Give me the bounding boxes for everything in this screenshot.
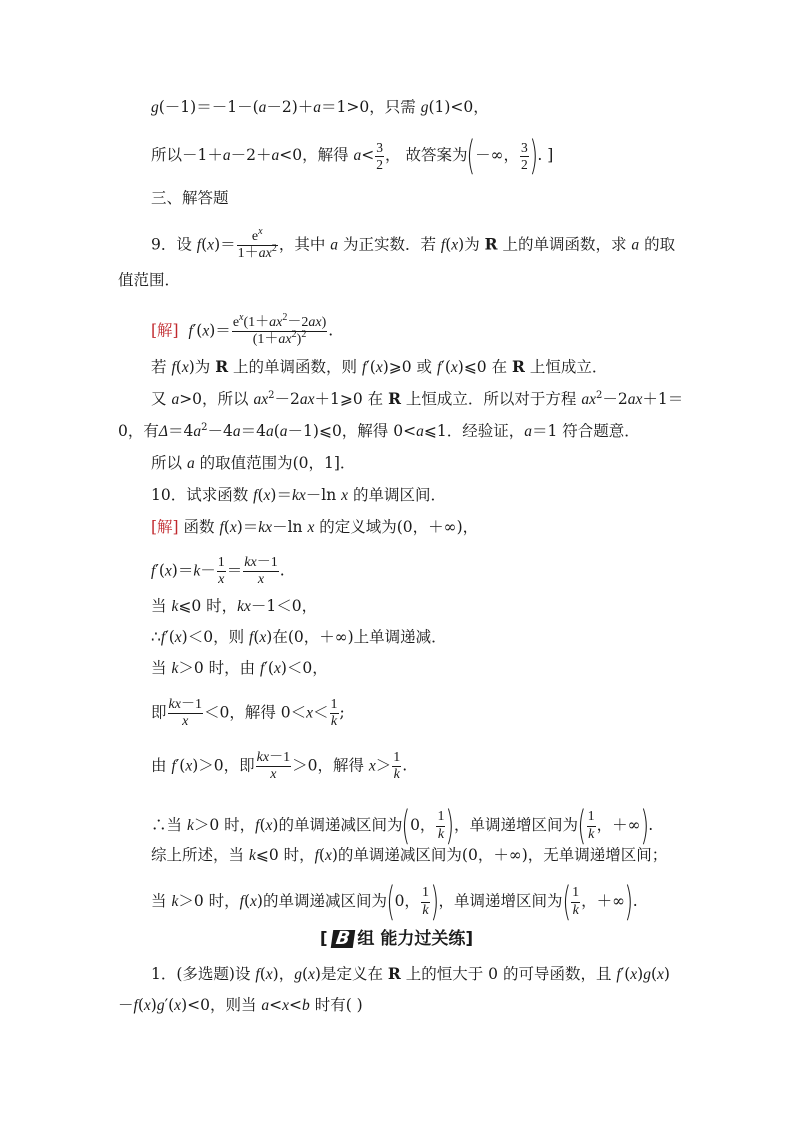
left-bracket-icon: ( [401, 803, 411, 849]
right-bracket-icon: ) [445, 803, 455, 849]
fraction: $\frac{3}{2}$ [521, 139, 528, 172]
fraction: $\frac{kx-1}{x}$ [244, 555, 278, 588]
question-9-line-1: 9．设 f(x)＝ $\frac{e^x}{1+ax^2}$ ，其中 a 为正实数．若 f(x)为 R 上的单调函数，求 a 的取 [151, 226, 676, 262]
fraction: $\frac{1}{k}$ [572, 885, 580, 918]
q10-solution-line-7: 由 f′(x)＞0，即 $\frac{kx-1}{x}$ ＞0，解得 x＞ $\frac{1}{k}$ . [151, 750, 408, 783]
fraction: $\frac{kx-1}{x}$ [168, 697, 202, 730]
fraction: $\frac{kx-1}{x}$ [256, 750, 291, 783]
q10-solution-line-4: ∴f′(x)＜0，则 f(x)在(0，＋∞)上单调递减． [151, 628, 447, 646]
fraction: $\frac{1}{k}$ [437, 809, 445, 842]
solution-tag: [解] [151, 518, 179, 536]
q10-solution-line-9: 综上所述，当 k⩽0 时，f(x)的单调递减区间为(0，＋∞)，无单调递增区间； [151, 846, 668, 864]
q10-solution-line-8: ∴当 k＞0 时，f(x)的单调递减区间为(0， $\frac{1}{k}$ )，单调递增区间为( $\frac{1}{k}$ ，＋∞). [151, 803, 654, 849]
group-b-heading: [ B 组 能力过关练] [319, 928, 474, 949]
q9-solution-line-1: [解] f′(x)＝ $\frac{e^x(1+ax^2-2ax)}{(1+ax^2)^2}$ . [151, 312, 334, 348]
group-b-icon: B [330, 930, 354, 948]
q10-solution-line-1: [解] 函数 f(x)＝kx－ln x 的定义域为(0，＋∞)， [151, 518, 479, 536]
q10-solution-line-2: f′(x)＝k－ $\frac{1}{x}$ ＝ $\frac{kx-1}{x}$ . [151, 555, 285, 588]
solution-tag: [解] [151, 321, 179, 340]
q9-solution-line-4: 0，有$\Delta=4a^2-4a=4a(a-1)⩽0$，解得 0<a⩽1．经验证，a＝1 符合题意． [118, 422, 640, 440]
fraction: $\frac{1}{k}$ [587, 809, 595, 842]
right-bracket-icon: ) [640, 803, 649, 849]
left-bracket-icon: ( [562, 879, 571, 925]
q10-solution-line-3: 当 k⩽0 时，kx－1＜0， [151, 597, 318, 615]
section-heading: 三、解答题 [151, 189, 229, 207]
b1-question-line-2: －f(x)g′(x)<0，则当 a<x<b 时有( ) [118, 996, 363, 1014]
left-bracket-icon: ( [577, 803, 587, 849]
fraction: $\frac{1}{x}$ [217, 555, 225, 588]
left-bracket-icon: ( [466, 133, 476, 179]
q9-solution-line-5: 所以 a 的取值范围为(0，1]． [151, 454, 356, 472]
fraction: $\frac{e^x}{1+ax^2}$ [237, 226, 277, 262]
question-9-line-2: 值范围． [118, 271, 181, 289]
question-10-line-1: 10．试求函数 f(x)＝kx－ln x 的单调区间． [151, 486, 446, 504]
fraction: $\frac{1}{k}$ [330, 697, 338, 730]
q9-solution-line-3: 又 a>0，所以 $ax^2-2ax+1⩾0$ 在 R 上恒成立．所以对于方程 $ax^2-2ax+1=$ [151, 389, 684, 408]
q10-solution-line-6: 即 $\frac{kx-1}{x}$ ＜0，解得 0＜x＜ $\frac{1}{k}$ ; [151, 697, 345, 730]
b1-question-line-1: 1．(多选题)设 f(x)，g(x)是定义在 R 上的恒大于 0 的可导函数，且 f′(x)g(x) [151, 964, 670, 983]
q10-solution-line-5: 当 k＞0 时，由 f′(x)＜0， [151, 659, 328, 677]
prev-solution-line-1: g(－1)＝－1－(a－2)＋a＝1>0，只需 g(1)<0， [151, 98, 489, 116]
left-bracket-icon: ( [386, 879, 396, 925]
prev-solution-line-2: 所以－1＋a－2＋a<0，解得 a< $\frac{3}{2}$ ， 故答案为(－∞， $\frac{3}{2}$ ). ] [151, 133, 554, 179]
fraction: $\frac{e^x(1+ax^2-2ax)}{(1+ax^2)^2}$ [232, 312, 327, 348]
right-bracket-icon: ) [529, 133, 538, 179]
q10-solution-line-10: 当 k＞0 时，f(x)的单调递减区间为(0， $\frac{1}{k}$ )，单调递增区间为( $\frac{1}{k}$ ，＋∞). [151, 879, 638, 925]
fraction: $\frac{1}{k}$ [393, 750, 401, 783]
fraction: $\frac{1}{k}$ [421, 885, 429, 918]
right-bracket-icon: ) [430, 879, 440, 925]
right-bracket-icon: ) [624, 879, 634, 925]
fraction: $\frac{3}{2}$ [376, 139, 384, 172]
q9-solution-line-2: 若 f(x)为 R 上的单调函数，则 f′(x)⩾0 或 f′(x)⩽0 在 R 上恒成立． [151, 357, 608, 376]
